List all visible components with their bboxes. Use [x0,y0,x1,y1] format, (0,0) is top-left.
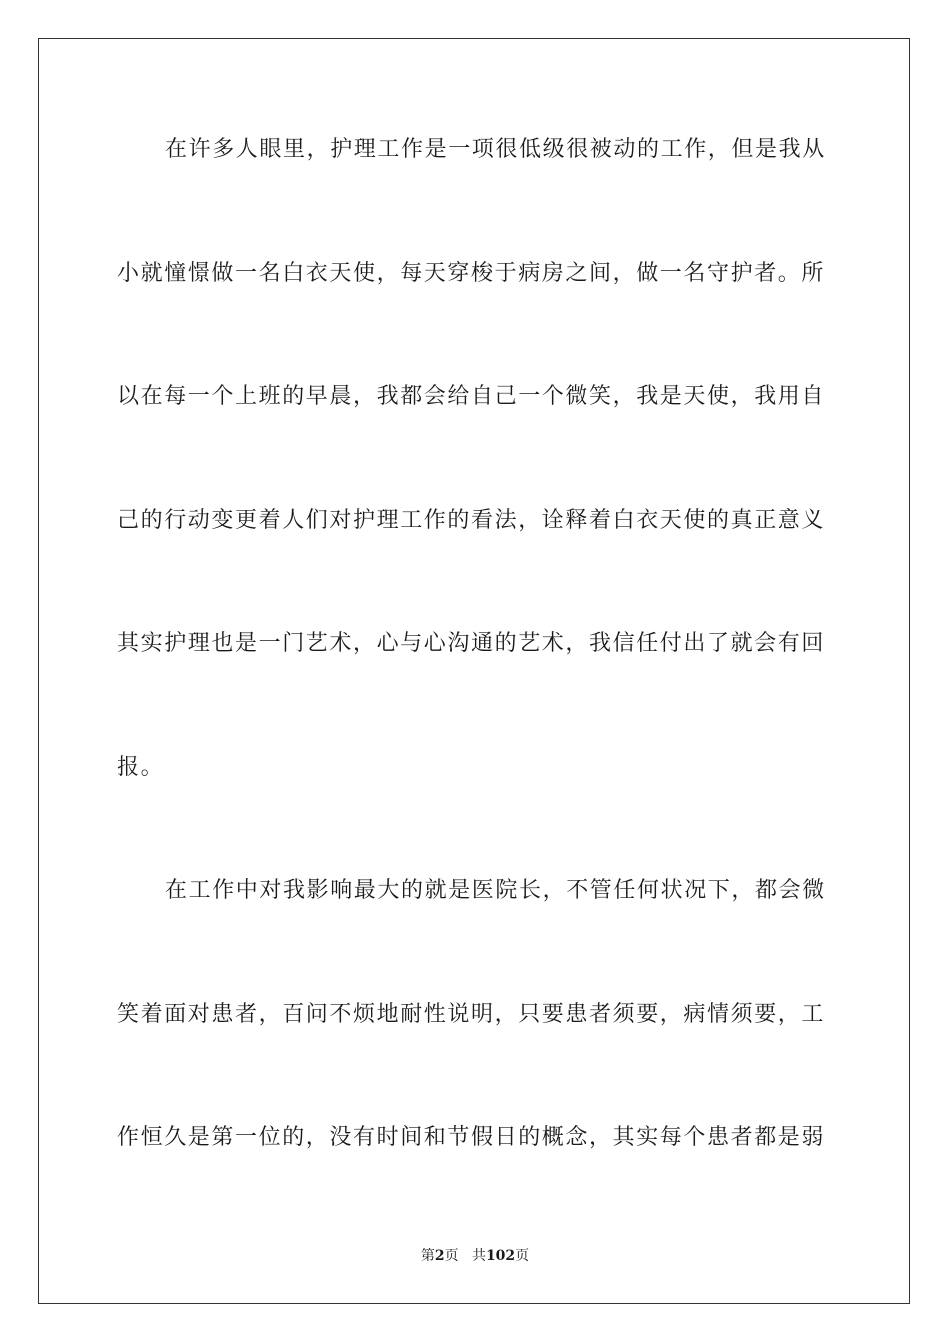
total-suffix: 页 [515,1248,530,1264]
text-line: 报。 [117,754,165,780]
text-line: 以在每一个上班的早晨，我都会给自己一个微笑，我是天使，我用自 [117,384,826,409]
text-line: 在许多人眼里，护理工作是一项很低级很被动的工作，但是我从 [165,137,826,162]
total-prefix: 共 [471,1248,486,1264]
page-prefix: 第 [420,1248,435,1264]
total-pages: 102 [485,1248,516,1264]
text-line: 其实护理也是一门艺术，心与心沟通的艺术，我信任付出了就会有回 [117,631,826,656]
text-line: 作恒久是第一位的，没有时间和节假日的概念，其实每个患者都是弱 [117,1125,826,1150]
page-footer [0,1247,950,1265]
page-suffix: 页 [444,1248,459,1264]
page-number: 2 [434,1248,445,1264]
text-line: 在工作中对我影响最大的就是医院长，不管任何状况下，都会微 [165,878,826,903]
document-body [117,118,837,1230]
text-line: 笑着面对患者，百问不烦地耐性说明，只要患者须要，病情须要，工 [117,1001,826,1027]
text-line: 小就憧憬做一名白衣天使，每天穿梭于病房之间，做一名守护者。所 [117,260,826,286]
text-line: 己的行动变更着人们对护理工作的看法，诠释着白衣天使的真正意义 [117,507,826,533]
